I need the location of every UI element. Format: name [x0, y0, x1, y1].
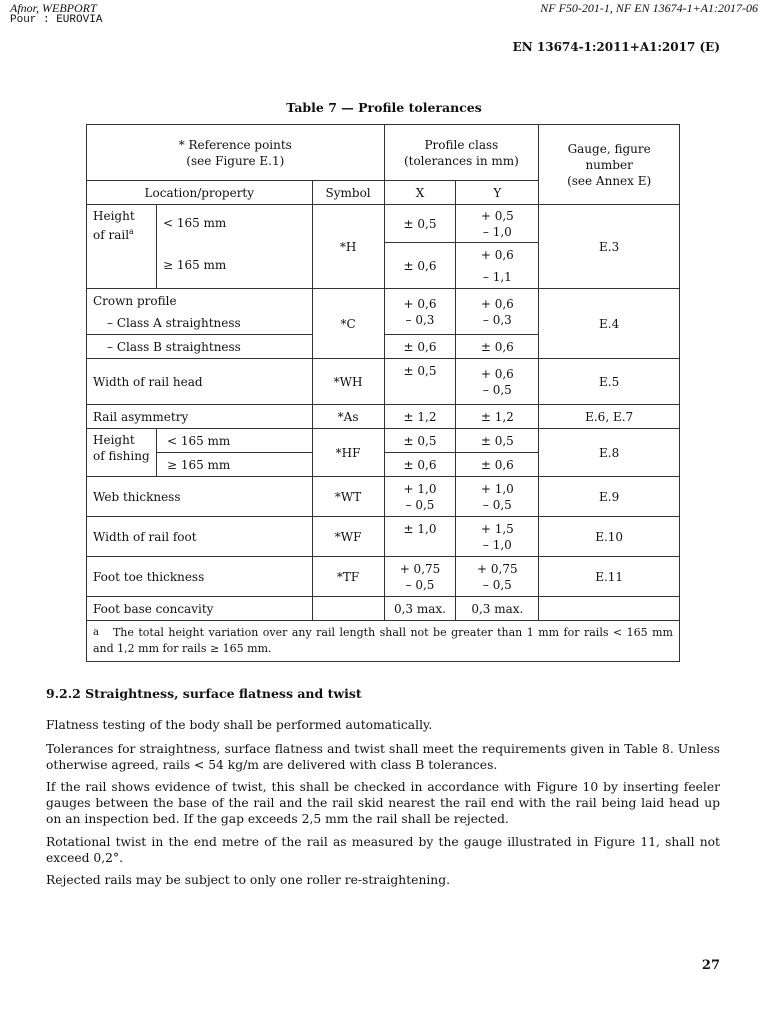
gauge-line2: number	[585, 157, 633, 172]
crown-class-a: – Class A straightness	[107, 315, 241, 330]
width-head-x: ± 0,5	[384, 359, 456, 405]
foot-toe-x: + 0,75 – 0,5	[384, 557, 456, 597]
height-rail-gauge: E.3	[539, 205, 680, 289]
foot-base-x: 0,3 max.	[384, 597, 456, 621]
table-footnote	[87, 621, 680, 662]
foot-width-y: + 1,5 – 1,0	[456, 517, 539, 557]
table-row	[87, 557, 680, 597]
footnote-ref: a	[129, 227, 134, 236]
profile-class-line1: Profile class	[424, 137, 499, 152]
paragraph-3: If the rail shows evidence of twist, this shall be checked in accordance with Figure 10 by inserting feeler gauges between the base of the rail and the rail skid nearest the rail end with the rail being laid head up on an inspection bed. If the gap exceeds 2,5 mm the rail shall be rejected.	[46, 780, 720, 826]
fishing-symbol: *HF	[312, 429, 384, 477]
table-row	[87, 429, 680, 453]
profile-class-line2: (tolerances in mm)	[403, 153, 519, 168]
width-head-y: + 0,6 – 0,5	[456, 359, 539, 405]
paragraph-1: Flatness testing of the body shall be performed automatically.	[46, 718, 433, 732]
crown-profile-label: Crown profile	[93, 293, 177, 308]
fishing-y1: ± 0,5	[456, 429, 539, 453]
foot-base-y: 0,3 max.	[456, 597, 539, 621]
table-title: Table 7 — Profile tolerances	[286, 100, 482, 115]
width-head-gauge: E.5	[539, 359, 680, 405]
height-rail-y2: + 0,6 – 1,1	[456, 243, 539, 289]
foot-base-symbol	[312, 597, 384, 621]
foot-width-gauge: E.10	[539, 517, 680, 557]
height-rail-x2: ± 0,6	[384, 243, 456, 289]
width-head-symbol: *WH	[312, 359, 384, 405]
footnote-text: The total height variation over any rail length shall not be greater than 1 mm for rails < 165 mm and 1,2 mm for rails ≥ 165 mm.	[93, 626, 673, 655]
table-row	[87, 477, 680, 517]
table-footnote-row	[87, 621, 680, 662]
foot-toe-symbol: *TF	[312, 557, 384, 597]
paragraph-2: Tolerances for straightness, surface flatness and twist shall meet the requirements given in Table 8. Unless otherwise agreed, rails < 54 kg/m are delivered with class B tolerances.	[46, 742, 720, 772]
page-number: 27	[701, 958, 720, 973]
crown-symbol: *C	[312, 289, 384, 359]
table-row	[87, 405, 680, 429]
height-rail-symbol: *H	[312, 205, 384, 289]
fishing-label: Height of fishing	[87, 429, 157, 477]
foot-base-gauge	[539, 597, 680, 621]
foot-toe-label: Foot toe thickness	[87, 557, 313, 597]
web-label: Web thickness	[87, 477, 313, 517]
reference-points-line1: * Reference points	[178, 137, 292, 152]
fishing-sub2: ≥ 165 mm	[156, 453, 312, 477]
web-x: + 1,0 – 0,5	[384, 477, 456, 517]
web-gauge: E.9	[539, 477, 680, 517]
fishing-sub1: < 165 mm	[156, 429, 312, 453]
section-heading: 9.2.2 Straightness, surface flatness and twist	[46, 686, 362, 701]
foot-width-x: ± 1,0	[384, 517, 456, 557]
y-header: Y	[456, 181, 539, 205]
crown-xb: ± 0,6	[384, 335, 456, 359]
fishing-y2: ± 0,6	[456, 453, 539, 477]
table-row	[87, 597, 680, 621]
footnote-mark: a	[93, 627, 99, 638]
crown-profile-cell	[87, 289, 313, 335]
crown-yb: ± 0,6	[456, 335, 539, 359]
asymmetry-label: Rail asymmetry	[87, 405, 313, 429]
fishing-gauge: E.8	[539, 429, 680, 477]
foot-toe-gauge: E.11	[539, 557, 680, 597]
location-header: Location/property	[87, 181, 313, 205]
asymmetry-symbol: *As	[312, 405, 384, 429]
gauge-header	[539, 125, 680, 205]
gauge-line1: Gauge, figure	[567, 141, 651, 156]
height-rail-sub1: < 165 mm	[156, 205, 312, 243]
symbol-header: Symbol	[312, 181, 384, 205]
standard-id: EN 13674-1:2011+A1:2017 (E)	[512, 40, 720, 54]
foot-toe-y: + 0,75 – 0,5	[456, 557, 539, 597]
fishing-x2: ± 0,6	[384, 453, 456, 477]
fishing-x1: ± 0,5	[384, 429, 456, 453]
reference-points-line2: (see Figure E.1)	[186, 153, 285, 168]
height-rail-sub2: ≥ 165 mm	[156, 243, 312, 289]
foot-width-symbol: *WF	[312, 517, 384, 557]
crown-ya: + 0,6 – 0,3	[456, 289, 539, 335]
gauge-line3: (see Annex E)	[567, 173, 652, 188]
crown-gauge: E.4	[539, 289, 680, 359]
height-rail-y1: + 0,5 – 1,0	[456, 205, 539, 243]
header-right-title: NF F50-201-1, NF EN 13674-1+A1:2017-06	[540, 1, 758, 15]
profile-tolerances-table	[86, 124, 680, 662]
foot-width-label: Width of rail foot	[87, 517, 313, 557]
table-row	[87, 517, 680, 557]
header-left-title: Afnor, WEBPORT	[10, 1, 97, 15]
asymmetry-x: ± 1,2	[384, 405, 456, 429]
reference-points-header	[87, 125, 385, 181]
table-header-row	[87, 125, 680, 181]
foot-base-label: Foot base concavity	[87, 597, 313, 621]
table-row	[87, 289, 680, 335]
height-of-rail-label: Height of rail$^a$	[87, 205, 157, 289]
table-row	[87, 205, 680, 243]
web-y: + 1,0 – 0,5	[456, 477, 539, 517]
asymmetry-y: ± 1,2	[456, 405, 539, 429]
width-head-label: Width of rail head	[87, 359, 313, 405]
crown-class-b: – Class B straightness	[87, 335, 313, 359]
x-header: X	[384, 181, 456, 205]
web-symbol: *WT	[312, 477, 384, 517]
header-left-subtitle: Pour : EUROVIA	[10, 14, 103, 26]
asymmetry-gauge: E.6, E.7	[539, 405, 680, 429]
paragraph-5: Rejected rails may be subject to only one roller re-straightening.	[46, 873, 450, 887]
table-row	[87, 359, 680, 405]
height-rail-x1: ± 0,5	[384, 205, 456, 243]
profile-class-header	[384, 125, 539, 181]
crown-xa: + 0,6 – 0,3	[384, 289, 456, 335]
paragraph-4: Rotational twist in the end metre of the rail as measured by the gauge illustrated in Figure 11, shall not exceed 0,2°.	[46, 835, 720, 865]
